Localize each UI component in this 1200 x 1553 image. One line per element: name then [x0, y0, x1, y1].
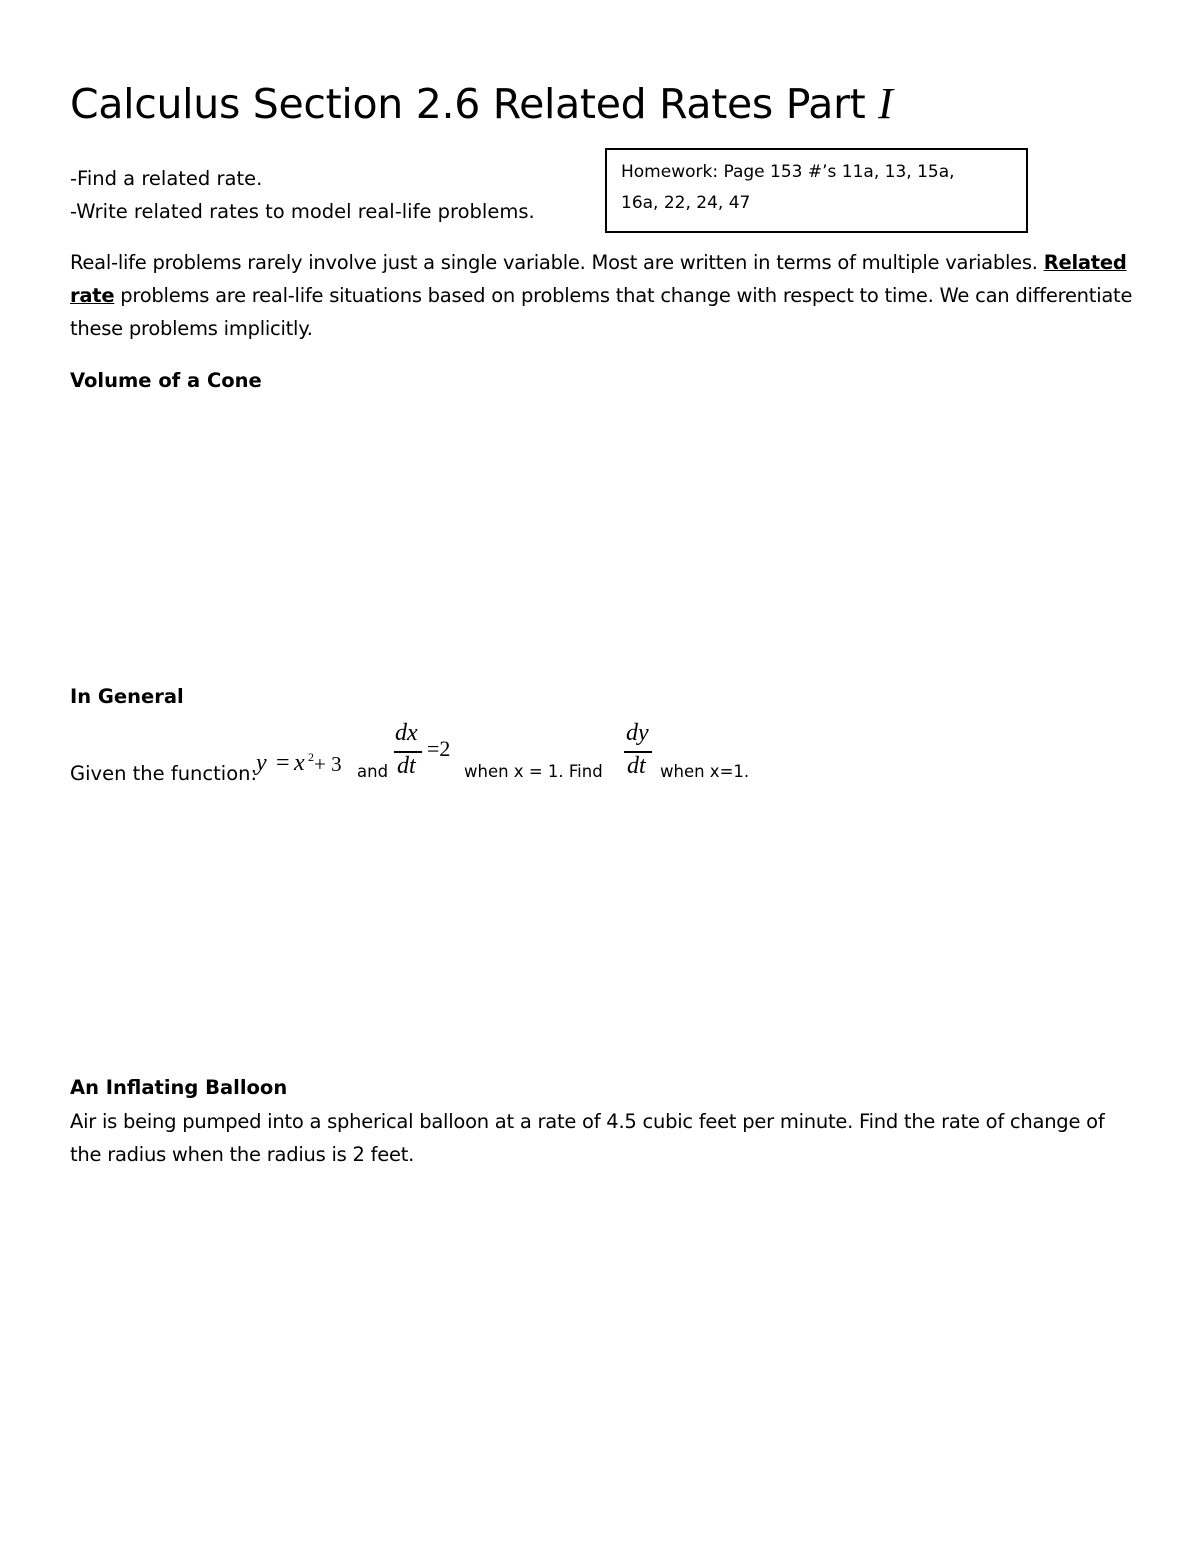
- intro-paragraph: [70, 246, 1140, 345]
- var-x: x: [294, 750, 305, 776]
- intro-part-2: problems are real-life situations based on problems that change with respect to time. We can differentiate these problems implicitly.: [70, 284, 1133, 340]
- equals-two: =2: [427, 736, 451, 761]
- dt-denominator-2: dt: [627, 753, 646, 779]
- homework-box: [605, 148, 1028, 233]
- objective-1: -Find a related rate.: [70, 167, 263, 190]
- objective-2: -Write related rates to model real-life problems.: [70, 200, 535, 223]
- intro-term: Related rate: [70, 251, 1127, 307]
- homework-text: Homework: Page 153 #’s 11a, 13, 15a, 16a, 22, 24, 47: [621, 162, 955, 213]
- exponent: 2: [308, 750, 314, 764]
- dy-numerator: dy: [626, 720, 649, 746]
- heading-inflating-balloon: An Inflating Balloon: [70, 1076, 288, 1099]
- heading-volume-cone: Volume of a Cone: [70, 369, 262, 392]
- var-y: y: [256, 750, 267, 776]
- general-lead: Given the function:: [70, 762, 258, 785]
- dx-numerator: dx: [395, 720, 418, 746]
- when-find-text: when x = 1. Find: [464, 762, 603, 781]
- equals-sign: =: [276, 750, 290, 776]
- page-title-text: Calculus Section 2.6 Related Rates Part: [70, 80, 879, 128]
- heading-in-general: In General: [70, 685, 184, 708]
- page-title: [70, 78, 893, 130]
- page-title-numeral: I: [878, 79, 893, 128]
- balloon-problem-text: Air is being pumped into a spherical balloon at a rate of 4.5 cubic feet per minute. Find the rate of change of the radius when the radius is 2 feet.: [70, 1110, 1105, 1166]
- intro-part-1: Real-life problems rarely involve just a single variable. Most are written in terms of multiple variables.: [70, 251, 1044, 274]
- and-word: and: [357, 762, 389, 781]
- plus-three: + 3: [314, 752, 342, 776]
- dt-denominator-1: dt: [397, 753, 416, 779]
- when-text: when x=1.: [660, 762, 750, 781]
